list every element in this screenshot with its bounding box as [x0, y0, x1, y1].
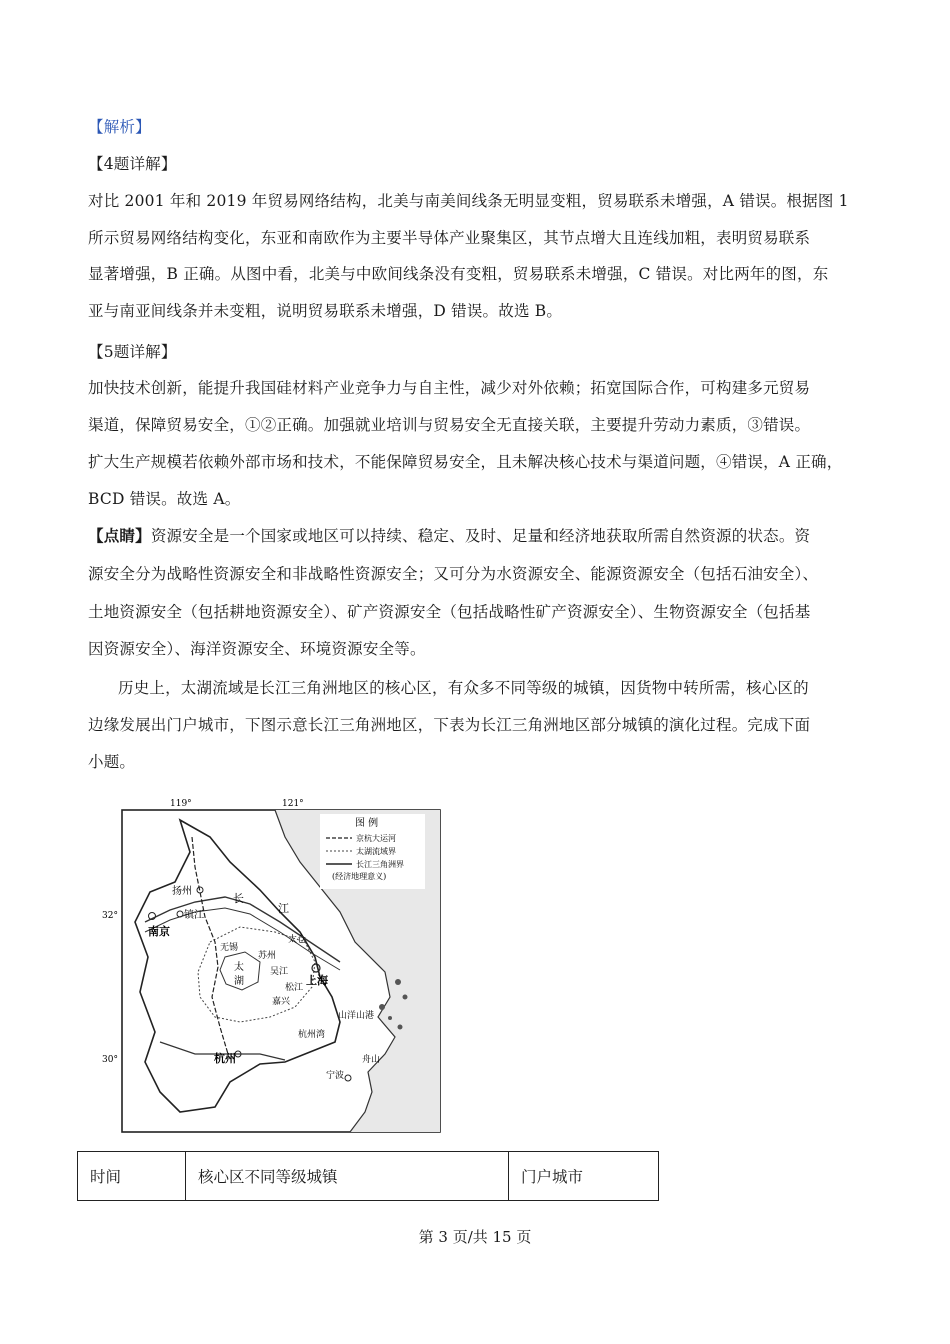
lat-label: 32° [102, 911, 118, 921]
q5-line: 渠道，保障贸易安全，①②正确。加强就业培训与贸易安全无直接关联，主要提升劳动力素质，③错误。 [88, 416, 811, 434]
city-label: 舟山 [362, 1055, 381, 1065]
lon-label: 119° [170, 799, 192, 809]
dianjing-text: 资源安全是一个国家或地区可以持续、稳定、及时、足量和经济地获取所需自然资源的状态。资 [150, 527, 811, 545]
city-label: 松江 [285, 983, 304, 993]
city-label: 无锡 [220, 943, 239, 953]
table-header-row [78, 1152, 659, 1201]
intro-line: 小题。 [88, 753, 136, 771]
q4-line: 所示贸易网络结构变化，东亚和南欧作为主要半导体产业聚集区，其节点增大且连线加粗，表明贸易联系 [88, 229, 811, 247]
city-label: 杭州 [214, 1052, 236, 1065]
legend-item: 长江三角洲界 [356, 860, 404, 869]
dianjing-line: 源安全分为战略性资源安全和非战略性资源安全；又可分为水资源安全、能源资源安全（包括石油安全）、 [88, 565, 819, 583]
city-label: 吴江 [270, 967, 289, 977]
q4-line: 显著增强，B 正确。从图中看，北美与中欧间线条没有变粗，贸易联系未增强，C 错误。对比两年的图，东 [88, 265, 829, 283]
intro-line: 边缘发展出门户城市，下图示意长江三角洲地区，下表为长江三角洲地区部分城镇的演化过程。完成下面 [88, 716, 811, 734]
river-label: 江 [278, 902, 289, 915]
city-label: 南京 [148, 925, 170, 938]
city-label: 太仓 [288, 935, 307, 945]
dianjing-label: 【点睛】 [88, 526, 151, 545]
yangtze-delta-map [100, 792, 445, 1137]
city-label: 扬州 [172, 886, 192, 897]
legend-item: 京杭大运河 [356, 834, 396, 843]
island [379, 1004, 385, 1010]
city-label: 宁波 [326, 1071, 345, 1081]
q4-line: 亚与南亚间线条并未变粗，说明贸易联系未增强，D 错误。故选 B。 [88, 302, 563, 320]
evolution-table [77, 1151, 659, 1201]
island [395, 979, 401, 985]
legend-title: 图 例 [355, 818, 379, 829]
page-footer: 第 3 页/共 15 页 [418, 1228, 532, 1246]
q5-line: 加快技术创新，能提升我国硅材料产业竞争力与自主性，减少对外依赖；拓宽国际合作，可构建多元贸易 [88, 379, 811, 397]
port-label: 山洋山港 [338, 1011, 375, 1021]
lat-label: 30° [102, 1055, 118, 1065]
q5-header: 【5题详解】 [88, 343, 177, 361]
lake-label: 湖 [234, 976, 244, 987]
dianjing-line: 因资源安全）、海洋资源安全、环境资源安全等。 [88, 640, 426, 658]
city-label: 上海 [306, 974, 328, 987]
dianjing-line: 土地资源安全（包括耕地资源安全）、矿产资源安全（包括战略性矿产资源安全）、生物资源安全（包括基 [88, 603, 811, 621]
lon-label: 121° [282, 799, 304, 809]
lake-label: 太 [234, 962, 244, 973]
city-label: 嘉兴 [272, 997, 291, 1007]
q4-line: 对比 2001 年和 2019 年贸易网络结构，北美与南美间线条无明显变粗，贸易联系未增强，A 错误。根据图 1 [88, 192, 849, 210]
legend-item: (经济地理意义) [332, 872, 387, 881]
island [388, 1016, 392, 1020]
bay-label: 杭州湾 [298, 1030, 326, 1040]
q5-line: 扩大生产规模若依赖外部市场和技术，不能保障贸易安全，且未解决核心技术与渠道问题，④错误，A 正确， [88, 453, 843, 471]
city-label: 镇江 [184, 910, 204, 921]
city-label: 苏州 [258, 951, 277, 961]
legend-item: 太湖流域界 [356, 847, 396, 856]
island [398, 1025, 403, 1030]
island [403, 995, 408, 1000]
jiexi-label: 【解析】 [88, 118, 151, 136]
dianjing-first-line [88, 524, 810, 546]
river-label: 长 [233, 892, 244, 905]
table-header-cell: 时间 [78, 1152, 186, 1201]
table-header-cell: 门户城市 [509, 1152, 659, 1201]
table-header-cell: 核心区不同等级城镇 [186, 1152, 509, 1201]
q4-header: 【4题详解】 [88, 155, 177, 173]
q5-line: BCD 错误。故选 A。 [88, 490, 241, 508]
intro-line: 历史上，太湖流域是长江三角洲地区的核心区，有众多不同等级的城镇，因货物中转所需，核心区的 [118, 679, 809, 697]
